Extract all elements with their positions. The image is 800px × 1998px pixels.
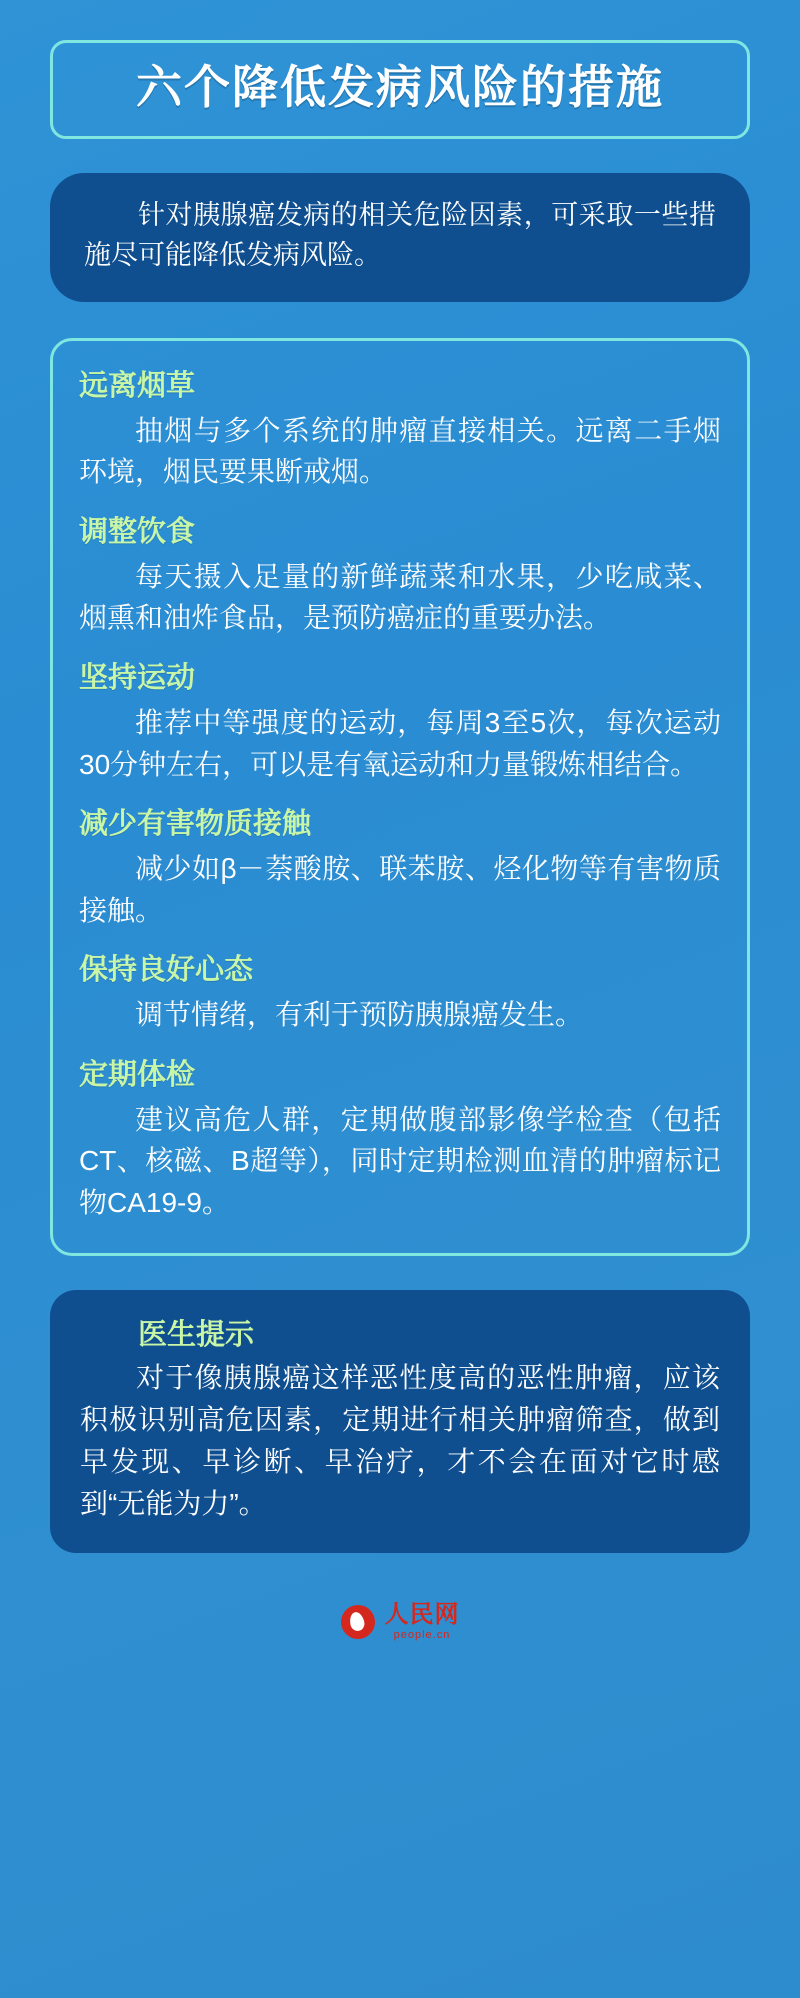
logo-text	[384, 1600, 460, 1641]
measure-section-4	[79, 805, 721, 931]
measure-body: 建议高危人群，定期做腹部影像学检查（包括CT、核磁、B超等），同时定期检测血清的肿瘤标记物CA19-9。	[79, 1103, 721, 1218]
page-title: 六个降低发病风险的措施	[136, 61, 664, 113]
doctor-tip-body: 对于像胰腺癌这样恶性度高的恶性肿瘤，应该积极识别高危因素，定期进行相关肿瘤筛查，做到早发现、早诊断、早治疗，才不会在面对它时感到“无能为力”。	[80, 1361, 720, 1519]
measure-heading: 调整饮食	[79, 515, 196, 548]
measure-heading: 保持良好心态	[79, 953, 254, 986]
intro-text: 针对胰腺癌发病的相关危险因素，可采取一些措施尽可能降低发病风险。	[84, 199, 716, 271]
intro-card	[50, 173, 750, 302]
measure-body: 调节情绪，有利于预防胰腺癌发生。	[135, 999, 584, 1031]
measure-body: 抽烟与多个系统的肿瘤直接相关。远离二手烟环境，烟民要果断戒烟。	[79, 415, 721, 488]
measure-section-1	[79, 367, 721, 493]
doctor-tip-card	[50, 1290, 750, 1553]
measure-section-6	[79, 1056, 721, 1223]
measure-body: 减少如β－萘酸胺、联苯胺、烃化物等有害物质接触。	[79, 853, 721, 926]
people-cn-flame-icon	[341, 1605, 375, 1639]
measures-card	[50, 338, 750, 1256]
measure-heading: 定期体检	[79, 1058, 196, 1091]
title-card	[50, 40, 750, 139]
measure-heading: 远离烟草	[79, 369, 196, 402]
measure-body: 推荐中等强度的运动，每周3至5次，每次运动30分钟左右，可以是有氧运动和力量锻炼相结合。	[79, 707, 721, 780]
measure-heading: 坚持运动	[79, 661, 196, 694]
logo-name-cn: 人民网	[384, 1600, 460, 1628]
footer-logo	[50, 1583, 750, 1675]
doctor-tip-heading: 医生提示	[138, 1318, 255, 1351]
measure-section-5	[79, 951, 721, 1036]
measure-heading: 减少有害物质接触	[79, 807, 312, 840]
measure-section-2	[79, 513, 721, 639]
measure-section-3	[79, 659, 721, 785]
logo-name-en: people.cn	[393, 1628, 451, 1641]
measure-body: 每天摄入足量的新鲜蔬菜和水果，少吃咸菜、烟熏和油炸食品，是预防癌症的重要办法。	[79, 561, 721, 634]
